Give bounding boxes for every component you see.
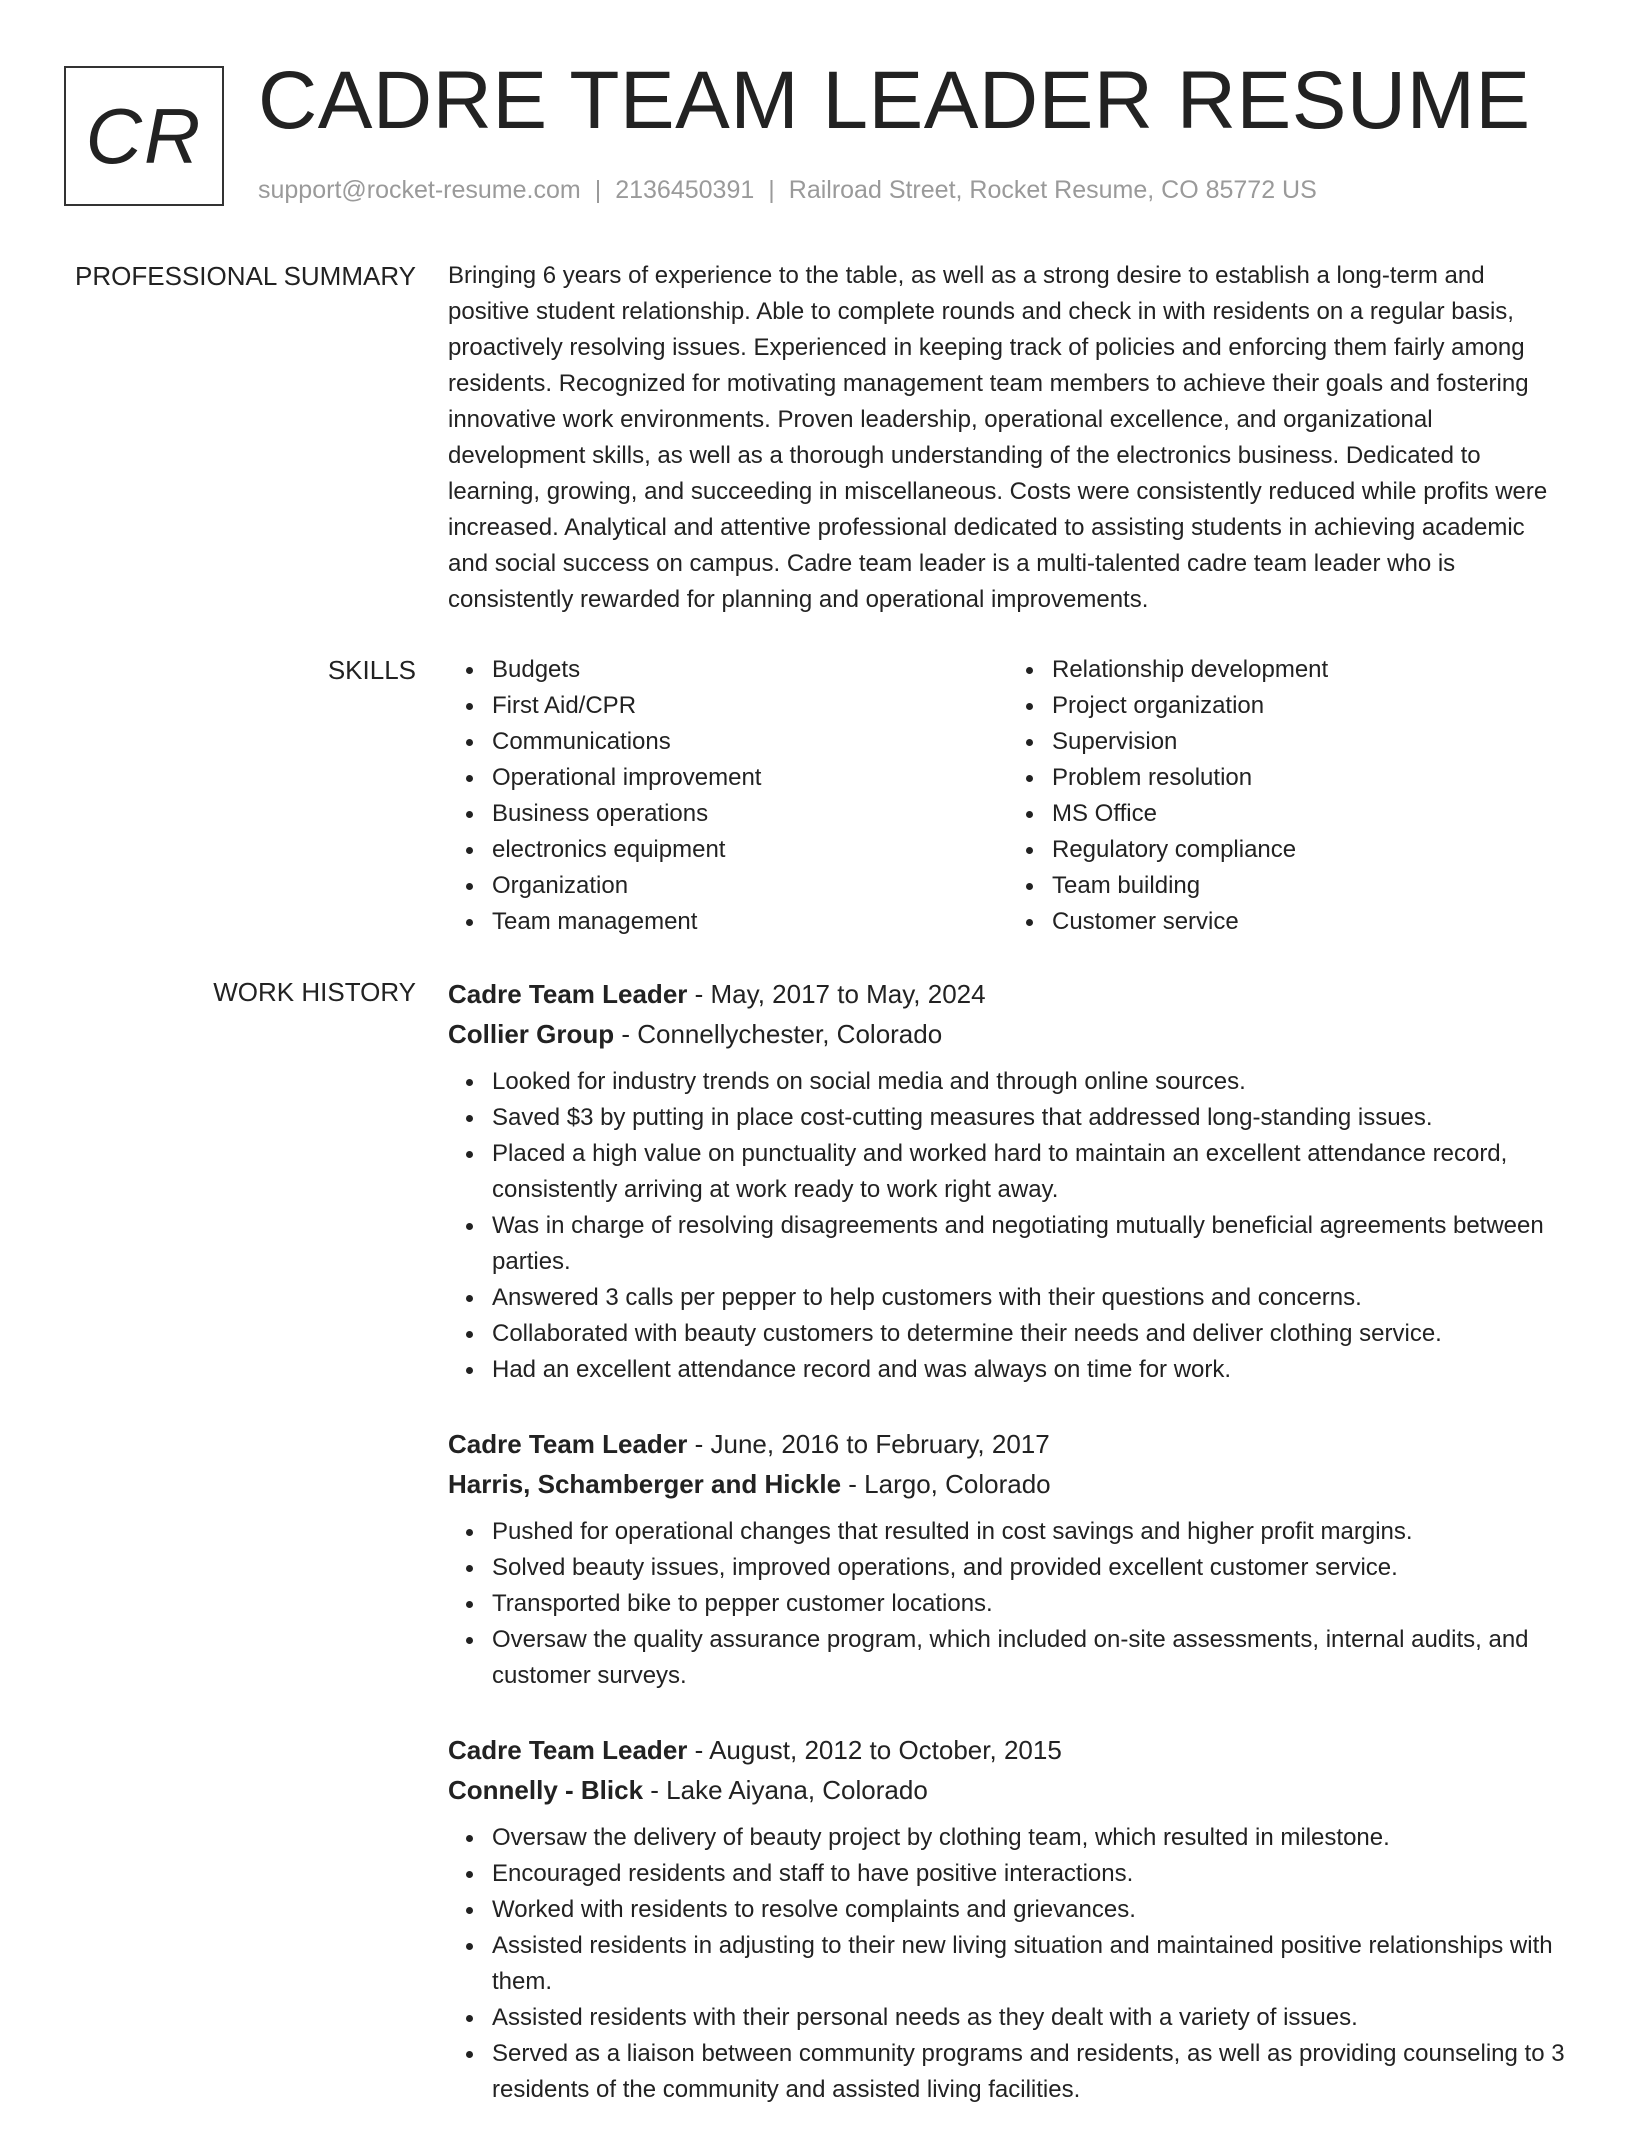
monogram-badge — [64, 66, 224, 206]
skill-item: Problem resolution — [1052, 760, 1568, 796]
job-bullet: Placed a high value on punctuality and worked hard to maintain an excellent attendance record, consistently arriving at work ready to work right away. — [492, 1136, 1568, 1208]
monogram-initials: CR — [85, 91, 203, 180]
job-company-line: Connelly - Blick - Lake Aiyana, Colorado — [448, 1775, 928, 1805]
job-location: Connellychester, Colorado — [637, 1019, 943, 1049]
skill-item: Business operations — [492, 796, 1008, 832]
skill-item: First Aid/CPR — [492, 688, 1008, 724]
job-bullet: Served as a liaison between community programs and residents, as well as providing counseling to 3 residents of the community and assisted living facilities. — [492, 2036, 1568, 2108]
skill-item: Regulatory compliance — [1052, 832, 1568, 868]
job-bullet: Assisted residents in adjusting to their new living situation and maintained positive relationships with them. — [492, 1928, 1568, 2000]
skills-heading: SKILLS — [327, 655, 416, 685]
job-location: Lake Aiyana, Colorado — [666, 1775, 928, 1805]
job-company-line: Collier Group - Connellychester, Colorado — [448, 1019, 943, 1049]
skill-item: Operational improvement — [492, 760, 1008, 796]
job-bullet: Solved beauty issues, improved operations, and provided excellent customer service. — [492, 1550, 1568, 1586]
skill-item: Supervision — [1052, 724, 1568, 760]
job-company: Collier Group — [448, 1019, 615, 1049]
job-entry — [448, 1424, 1568, 1694]
job-company: Connelly - Blick — [448, 1775, 644, 1805]
contact-separator: | — [768, 176, 775, 204]
job-bullet: Answered 3 calls per pepper to help customers with their questions and concerns. — [492, 1280, 1568, 1316]
job-bullets — [448, 1820, 1568, 2108]
contact-address: Railroad Street, Rocket Resume, CO 85772 US — [788, 176, 1317, 204]
skill-item: Organization — [492, 868, 1008, 904]
skill-item: electronics equipment — [492, 832, 1008, 868]
job-title-line: Cadre Team Leader - August, 2012 to October, 2015 — [448, 1735, 1062, 1765]
contact-email[interactable]: support@rocket-resume.com — [258, 176, 581, 204]
summary-text: Bringing 6 years of experience to the table, as well as a strong desire to establish a long-term and positive student relationship. Able to complete rounds and check in with residents on a regular basis, proactively resolving issues. Experienced in keeping track of policies and enforcing them fairly among residents. Recognized for motivating management team members to achieve their goals and fostering innovative work environments. Proven leadership, operational excellence, and organizational development skills, as well as a thorough understanding of the electronics business. Dedicated to learning, growing, and succeeding in miscellaneous. Costs were consistently reduced while profits were increased. Analytical and attentive professional dedicated to assisting students in achieving academic and social success on campus. Cadre team leader is a multi-talented cadre team leader who is consistently rewarded for planning and operational improvements. — [448, 262, 1548, 613]
summary-heading: PROFESSIONAL SUMMARY — [75, 261, 416, 291]
skill-item: Project organization — [1052, 688, 1568, 724]
job-company-line: Harris, Schamberger and Hickle - Largo, Colorado — [448, 1469, 1051, 1499]
contact-phone[interactable]: 2136450391 — [615, 176, 755, 204]
skills-list-left — [448, 652, 1008, 940]
job-dates: May, 2017 to May, 2024 — [710, 979, 986, 1009]
skill-item: Relationship development — [1052, 652, 1568, 688]
skills-list-right — [1008, 652, 1568, 940]
job-title: Cadre Team Leader — [448, 1735, 688, 1765]
skill-item: Budgets — [492, 652, 1008, 688]
job-bullet: Oversaw the quality assurance program, which included on-site assessments, internal audits, and customer surveys. — [492, 1622, 1568, 1694]
job-bullet: Collaborated with beauty customers to determine their needs and deliver clothing service. — [492, 1316, 1568, 1352]
job-title-line: Cadre Team Leader - May, 2017 to May, 2024 — [448, 979, 986, 1009]
job-entry — [448, 974, 1568, 1388]
skill-item: MS Office — [1052, 796, 1568, 832]
contact-line — [258, 176, 1317, 205]
job-dates: June, 2016 to February, 2017 — [710, 1429, 1050, 1459]
skill-item: Team building — [1052, 868, 1568, 904]
contact-separator: | — [594, 176, 602, 204]
job-bullet: Pushed for operational changes that resulted in cost savings and higher profit margins. — [492, 1514, 1568, 1550]
skill-item: Team management — [492, 904, 1008, 940]
job-dates: August, 2012 to October, 2015 — [709, 1735, 1062, 1765]
job-bullet: Was in charge of resolving disagreements and negotiating mutually beneficial agreements between parties. — [492, 1208, 1568, 1280]
job-bullet: Oversaw the delivery of beauty project by clothing team, which resulted in milestone. — [492, 1820, 1568, 1856]
job-company: Harris, Schamberger and Hickle — [448, 1469, 842, 1499]
job-bullet: Transported bike to pepper customer locations. — [492, 1586, 1568, 1622]
job-bullet: Had an excellent attendance record and was always on time for work. — [492, 1352, 1568, 1388]
job-title: Cadre Team Leader — [448, 979, 688, 1009]
job-entry — [448, 1730, 1568, 2108]
job-bullets — [448, 1514, 1568, 1694]
job-bullet: Worked with residents to resolve complaints and grievances. — [492, 1892, 1568, 1928]
job-bullets — [448, 1064, 1568, 1388]
skill-item: Customer service — [1052, 904, 1568, 940]
job-location: Largo, Colorado — [864, 1469, 1051, 1499]
skill-item: Communications — [492, 724, 1008, 760]
work-history-heading: WORK HISTORY — [213, 977, 416, 1007]
resume-title: CADRE TEAM LEADER RESUME — [258, 55, 1531, 146]
job-title-line: Cadre Team Leader - June, 2016 to February, 2017 — [448, 1429, 1050, 1459]
job-bullet: Saved $3 by putting in place cost-cutting measures that addressed long-standing issues. — [492, 1100, 1568, 1136]
job-bullet: Encouraged residents and staff to have positive interactions. — [492, 1856, 1568, 1892]
job-bullet: Assisted residents with their personal needs as they dealt with a variety of issues. — [492, 2000, 1568, 2036]
job-bullet: Looked for industry trends on social media and through online sources. — [492, 1064, 1568, 1100]
job-title: Cadre Team Leader — [448, 1429, 688, 1459]
